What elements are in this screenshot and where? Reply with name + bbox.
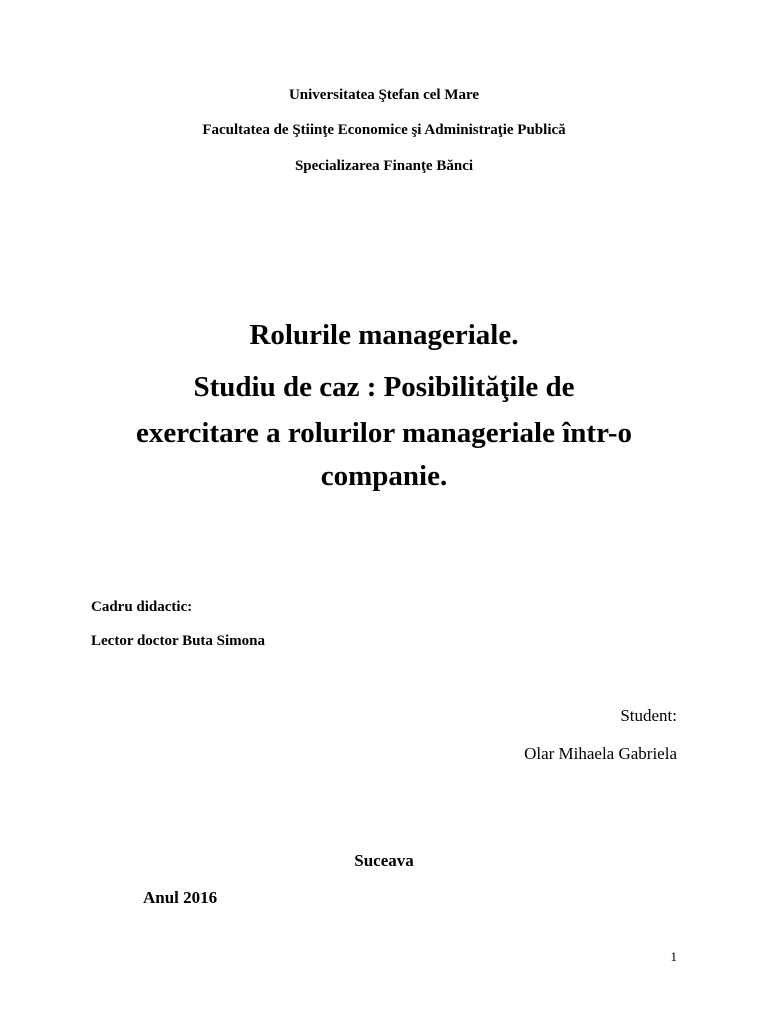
faculty-name: Facultatea de Ştiinţe Economice şi Administraţie Publică [202,122,566,138]
page-number: 1 [670,949,677,964]
university-name: Universitatea Ştefan cel Mare [288,87,480,103]
city-name: Suceava [354,851,414,870]
teacher-name: Lector doctor Buta Simona [91,633,266,649]
year-label: Anul 2016 [143,888,218,907]
student-label: Student: [620,706,677,725]
title-line-3: exercitare a rolurilor manageriale într-o [135,417,633,449]
title-line-1: Rolurile manageriale. [249,319,519,351]
student-name: Olar Mihaela Gabriela [524,744,677,763]
title-line-4: companie. [320,460,448,492]
specialization-name: Specializarea Finanţe Bănci [294,158,474,174]
title-line-2: Studiu de caz : Posibilităţile de [193,371,575,403]
teacher-label: Cadru didactic: [91,599,193,615]
